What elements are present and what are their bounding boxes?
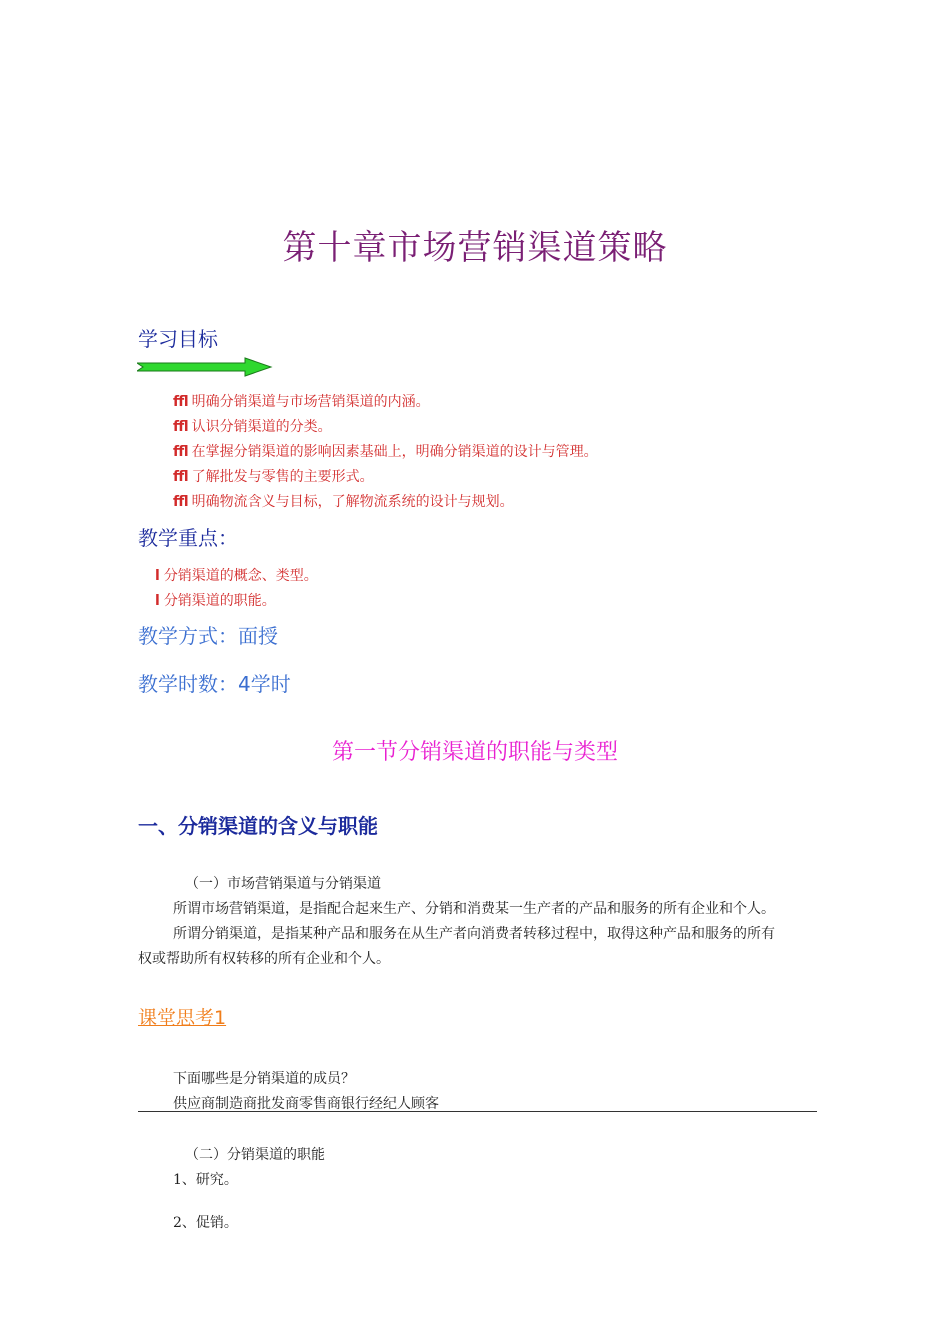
subheading: （一）市场营销渠道与分销渠道 [185, 876, 381, 892]
bullet-icon: ffl [173, 469, 189, 485]
teaching-method: 教学方式：面授 [138, 624, 278, 648]
arrow-right-icon [137, 357, 273, 377]
divider [138, 1111, 817, 1112]
objectives-heading: 学习目标 [138, 327, 218, 351]
paragraph-continuation: 权或帮助所有权转移的所有企业和个人。 [138, 951, 390, 967]
focus-item: l 分销渠道的概念、类型。 [155, 568, 318, 584]
paragraph: 所谓市场营销渠道，是指配合起来生产、分销和消费某一生产者的产品和服务的所有企业和个人。 [173, 901, 775, 917]
bullet-icon: ffl [173, 494, 189, 510]
think-heading: 课堂思考1 [138, 1007, 227, 1029]
objective-item: ffl 在掌握分销渠道的影响因素基础上，明确分销渠道的设计与管理。 [173, 444, 598, 460]
list-item: 2、促销。 [173, 1215, 238, 1231]
part1-heading: 一、分销渠道的含义与职能 [138, 814, 378, 838]
teaching-hours: 教学时数：4学时 [138, 672, 291, 696]
page-title: 第十章市场营销渠道策略 [282, 228, 668, 268]
bullet-icon: ffl [173, 444, 189, 460]
objective-item: ffl 了解批发与零售的主要形式。 [173, 469, 374, 485]
bullet-icon: l [155, 593, 160, 609]
think-answer: 供应商制造商批发商零售商银行经纪人顾客 [173, 1096, 439, 1112]
focus-heading: 教学重点： [138, 526, 238, 550]
objective-item: ffl 明确分销渠道与市场营销渠道的内涵。 [173, 394, 430, 410]
bullet-icon: l [155, 568, 160, 584]
objective-item: ffl 认识分销渠道的分类。 [173, 419, 332, 435]
bullet-icon: ffl [173, 394, 189, 410]
think-question: 下面哪些是分销渠道的成员？ [173, 1071, 355, 1087]
paragraph: 所谓分销渠道，是指某种产品和服务在从生产者向消费者转移过程中，取得这种产品和服务的所有 [173, 926, 775, 942]
objective-item: ffl 明确物流含义与目标，了解物流系统的设计与规划。 [173, 494, 514, 510]
subheading: （二）分销渠道的职能 [185, 1147, 325, 1163]
focus-item: l 分销渠道的职能。 [155, 593, 276, 609]
section-title: 第一节分销渠道的职能与类型 [331, 740, 618, 765]
list-item: 1、研究。 [173, 1172, 238, 1188]
bullet-icon: ffl [173, 419, 189, 435]
